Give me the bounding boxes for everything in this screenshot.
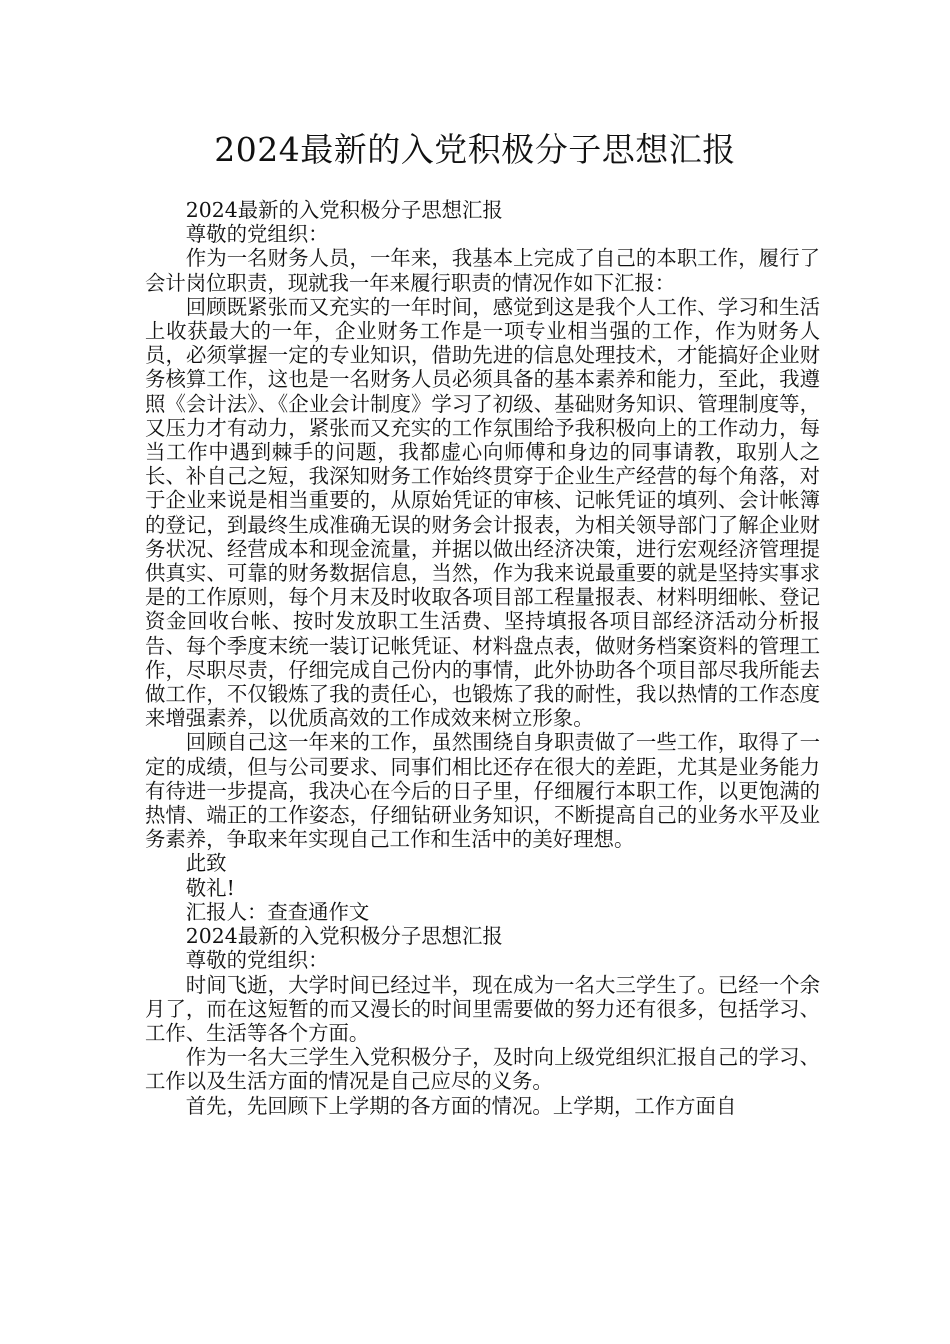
paragraph-signature: 汇报人：查查通作文 bbox=[185, 899, 370, 924]
document-body bbox=[145, 198, 820, 1118]
paragraph-subtitle: 2024最新的入党积极分子思想汇报 bbox=[185, 198, 503, 222]
paragraph-regards: 敬礼! bbox=[185, 875, 235, 900]
document-title: 2024最新的入党积极分子思想汇报 bbox=[214, 130, 736, 169]
paragraph-time: 时间飞逝，大学时间已经过半，现在成为一名大三学生了。已经一个余月了，而在这短暂的而又漫长的时间里需要做的努力还有很多，包括学习、工作、生活等各个方面。 bbox=[145, 972, 820, 1045]
paragraph-salutation-2: 尊敬的党组织： bbox=[185, 948, 329, 973]
paragraph-subtitle-2: 2024最新的入党积极分子思想汇报 bbox=[185, 924, 503, 949]
paragraph-intro: 作为一名财务人员，一年来，我基本上完成了自己的本职工作，履行了会计岗位职责，现就我一年来履行职责的情况作如下汇报： bbox=[145, 246, 820, 295]
paragraph-salutation: 尊敬的党组织： bbox=[185, 222, 329, 247]
paragraph-review: 回顾既紧张而又充实的一年时间，感觉到这是我个人工作、学习和生活上收获最大的一年，企业财务工作是一项专业相当强的工作，作为财务人员，必须掌握一定的专业知识，借助先进的信息处理技术，才能搞好企业财务核算工作，这也是一名财务人员必须具备的基本素养和能力，至此，我遵照《会计法》、《企业会计制度》学习了初级、基础财务知识、管理制度等，又压力才有动力，紧张而又充实的工作氛围给予我积极向上的工作动力，每当工作中遇到棘手的问题，我都虚心向师傅和身边的同事请教，取别人之长、补自己之短，我深知财务工作始终贯穿于企业生产经营的每个角落，对于企业来说是相当重要的，从原始凭证的审核、记帐凭证的填列、会计帐簿的登记，到最终生成准确无误的财务会计报表，为相关领导部门了解企业财务状况、经营成本和现金流量，并据以做出经济决策，进行宏观经济管理提供真实、可靠的财务数据信息，当然，作为我来说最重要的就是坚持实事求是的工作原则，每个月末及时收取各项目部工程量报表、材料明细帐、登记资金回收台帐、按时发放职工生活费、坚持填报各项目部经济活动分析报告、每个季度末统一装订记帐凭证、材料盘点表，做财务档案资料的管理工作，尽职尽责，仔细完成自己份内的事情，此外协助各个项目部尽我所能去做工作，不仅锻炼了我的责任心，也锻炼了我的耐性，我以热情的工作态度来增强素养，以优质高效的工作成效来树立形象。 bbox=[145, 294, 820, 731]
paragraph-closing: 此致 bbox=[185, 851, 227, 876]
paragraph-first: 首先，先回顾下上学期的各方面的情况。上学期，工作方面自 bbox=[185, 1093, 737, 1118]
paragraph-duty: 作为一名大三学生入党积极分子，及时向上级党组织汇报自己的学习、工作以及生活方面的情况是自己应尽的义务。 bbox=[145, 1045, 820, 1094]
paragraph-reflection: 回顾自己这一年来的工作，虽然围绕自身职责做了一些工作，取得了一定的成绩，但与公司要求、同事们相比还存在很大的差距，尤其是业务能力有待进一步提高，我决心在今后的日子里，仔细履行本职工作，以更饱满的热情、端正的工作姿态，仔细钻研业务知识，不断提高自己的业务水平及业务素养，争取来年实现自己工作和生活中的美好理想。 bbox=[145, 730, 820, 852]
